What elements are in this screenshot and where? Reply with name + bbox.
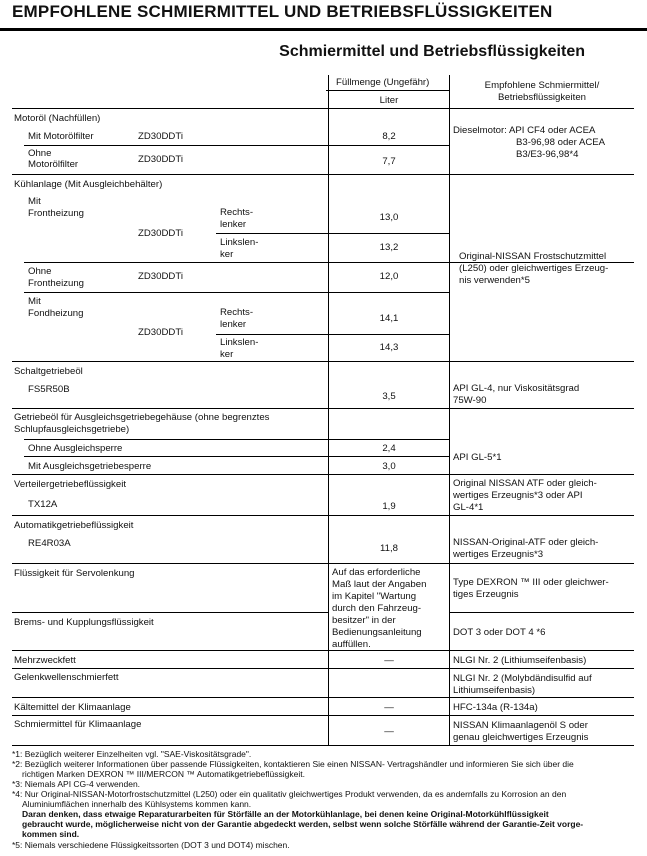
spec: Type DEXRON ™ III oder gleichwer- (453, 577, 609, 588)
spec: Lithiumseifenbasis) (453, 685, 536, 696)
drive-side: Linkslen- (220, 337, 259, 348)
value: — (384, 655, 394, 666)
row-label: Frontheizung (28, 208, 84, 219)
spec: API GL-4, nur Viskositätsgrad (453, 383, 580, 394)
rule (12, 108, 634, 109)
row-label: Frontheizung (28, 278, 84, 289)
drive-side: Rechts- (220, 307, 254, 318)
model: FS5R50B (28, 384, 70, 395)
spec: API GL-5*1 (453, 452, 502, 463)
amount-note: auffüllen. (332, 639, 371, 650)
value: 8,2 (382, 131, 396, 142)
brake-title: Brems- und Kupplungsflüssigkeit (14, 617, 154, 628)
unit-header: Liter (379, 95, 399, 106)
drive-side: ker (220, 249, 234, 260)
amount-note: Bedienungsanleitung (332, 627, 422, 638)
spec: B3/E3-96,98*4 (516, 149, 579, 160)
model: RE4R03A (28, 538, 71, 549)
recommended-header: Betriebsflüssigkeiten (498, 92, 586, 103)
spec: genau gleichwertiges Erzeugnis (453, 732, 589, 743)
footnote: gebraucht wurde, möglicherweise nicht von der Garantie abgedeckt werden, selbst wenn solche Störfälle während der Garantie-Zeit vorge- (22, 819, 584, 829)
ac-lube-title: Schmiermittel für Klimaanlage (14, 719, 142, 730)
value: 14,3 (379, 342, 399, 353)
grease-title: Mehrzweckfett (14, 655, 76, 666)
value: 11,8 (380, 543, 398, 554)
amount-note: besitzer" in der (332, 615, 396, 626)
value: 3,5 (382, 391, 396, 402)
row-label: Mit Motorölfilter (28, 131, 94, 142)
value: 14,1 (379, 313, 399, 324)
column-divider (328, 75, 329, 745)
ac-title: Kältemittel der Klimaanlage (14, 702, 131, 713)
spec: Dieselmotor: API CF4 oder ACEA (453, 125, 596, 136)
spec: DOT 3 oder DOT 4 *6 (453, 627, 546, 638)
footnote: *3: Niemals API CG-4 verwenden. (12, 779, 141, 789)
row-label: Ohne Ausgleichsperre (28, 443, 123, 454)
drive-side: lenker (220, 319, 247, 330)
rule (12, 563, 634, 564)
spec: NISSAN-Original-ATF oder gleich- (453, 537, 599, 548)
spec: HFC-134a (R-134a) (453, 702, 538, 713)
drive-side: Linkslen- (220, 237, 259, 248)
spec: tiges Erzeugnis (453, 589, 519, 600)
rule (12, 408, 634, 409)
page-header (0, 0, 647, 31)
row-label: Mit (28, 296, 41, 307)
rule (24, 292, 449, 293)
rule (216, 233, 449, 234)
rule (12, 668, 634, 669)
spec: B3-96,98 oder ACEA (516, 137, 606, 148)
drive-side: ker (220, 349, 234, 360)
footnote: Daran denken, dass etwaige Reparaturarbeiten für Störfälle an der Motorkühlanlage, bei denen keine Original-Motorkühlflüssigkeit (22, 809, 549, 819)
engine-code: ZD30DDTi (138, 327, 183, 338)
footnote: richtigen Marken DEXRON ™ III/MERCON ™ Automatikgetriebeflüssigkeit. (22, 769, 305, 779)
value: 7,7 (382, 156, 396, 167)
rule (24, 439, 449, 440)
drive-side: lenker (220, 219, 247, 230)
rule (12, 715, 634, 716)
rule (12, 697, 634, 698)
rule (12, 515, 634, 516)
engine-code: ZD30DDTi (138, 154, 183, 165)
value: 13,0 (379, 212, 399, 223)
spec: wertiges Erzeugnis*3 oder API (453, 490, 583, 501)
coolant-title: Kühlanlage (Mit Ausgleichbehälter) (14, 179, 163, 190)
rule (24, 456, 449, 457)
steering-title: Flüssigkeit für Servolenkung (14, 568, 135, 579)
rule (216, 334, 449, 335)
spec: NLGI Nr. 2 (Molybdändisulfid auf (453, 673, 592, 684)
footnote: *4: Nur Original-NISSAN-Motorfrostschutzmittel (L250) oder ein qualitativ gleichwertiges Produkt verwenden, da es andernfalls zu Korrosion an den (12, 789, 567, 799)
fill-amount-header: Füllmenge (Ungefähr) (336, 77, 430, 88)
amount-note: Auf das erforderliche (332, 567, 421, 578)
spec: (L250) oder gleichwertiges Erzeug- (459, 263, 609, 274)
rule (326, 90, 449, 91)
drive-side: Rechts- (220, 207, 254, 218)
spec: NISSAN Klimaanlagenöl S oder (453, 720, 588, 731)
diff-title: Getriebeöl für Ausgleichsgetriebegehäuse (ohne begrenztes (14, 412, 270, 423)
spec: Original-NISSAN Frostschutzmittel (459, 251, 607, 262)
spec: wertiges Erzeugnis*3 (453, 549, 544, 560)
value: 13,2 (379, 242, 399, 253)
rule (12, 745, 634, 746)
recommended-header: Empfohlene Schmiermittel/ (484, 80, 600, 91)
row-label: Mit Ausgleichsgetriebesperre (28, 461, 152, 472)
engine-oil-title: Motoröl (Nachfüllen) (14, 113, 101, 124)
footnote: *1: Bezüglich weiterer Einzelheiten vgl. "SAE-Viskositätsgrade". (12, 749, 252, 759)
engine-code: ZD30DDTi (138, 228, 183, 239)
footnote: *5: Niemals verschiedene Flüssigkeitssorten (DOT 3 und DOT4) mischen. (12, 840, 290, 850)
row-label: Ohne (28, 266, 52, 277)
spec: 75W-90 (453, 395, 487, 406)
row-label: Ohne (28, 148, 52, 159)
rule (12, 474, 634, 475)
spec: nis verwenden*5 (459, 275, 530, 286)
rule (24, 145, 449, 146)
page-title: EMPFOHLENE SCHMIERMITTEL UND BETRIEBSFLÜSSIGKEITEN (12, 2, 553, 21)
amount-note: durch den Fahrzeug- (332, 603, 422, 614)
auto-title: Automatikgetriebeflüssigkeit (14, 520, 134, 531)
row-label: Motorölfilter (28, 159, 79, 170)
amount-note: Maß laut der Angaben (332, 579, 427, 590)
model: TX12A (28, 499, 58, 510)
engine-code: ZD30DDTi (138, 271, 183, 282)
spec: NLGI Nr. 2 (Lithiumseifenbasis) (453, 655, 587, 666)
amount-note: im Kapitel "Wartung (332, 591, 417, 602)
row-label: Fondheizung (28, 308, 84, 319)
spec: Original NISSAN ATF oder gleich- (453, 478, 597, 489)
section-title: Schmiermittel und Betriebsflüssigkeiten (279, 43, 585, 60)
shaft-title: Gelenkwellenschmierfett (14, 672, 119, 683)
diff-title: Schlupfausgleichsgetriebe) (14, 424, 130, 435)
value: — (384, 726, 394, 737)
footnote: *2: Bezüglich weiterer Informationen über passende Flüssigkeiten, kontaktieren Sie einen NISSAN- Vertragshändler und informieren Sie sich über die (12, 759, 574, 769)
value: — (384, 702, 394, 713)
value: 1,9 (382, 501, 396, 512)
value: 12,0 (379, 271, 399, 282)
rule (449, 612, 634, 613)
spec: GL-4*1 (453, 502, 484, 513)
transfer-title: Verteilergetriebeflüssigkeit (14, 479, 126, 490)
rule (12, 650, 634, 651)
row-label: Mit (28, 196, 41, 207)
column-divider (449, 75, 450, 745)
rule (12, 174, 634, 175)
engine-code: ZD30DDTi (138, 131, 183, 142)
footnote: Aluminiumflächen innerhalb des Kühlsystems kommen kann. (22, 799, 252, 809)
rule (12, 612, 328, 613)
value: 2,4 (382, 443, 396, 454)
rule (12, 361, 634, 362)
footnote: kommen sind. (22, 829, 80, 839)
value: 3,0 (382, 461, 396, 472)
gearbox-title: Schaltgetriebeöl (14, 366, 83, 377)
